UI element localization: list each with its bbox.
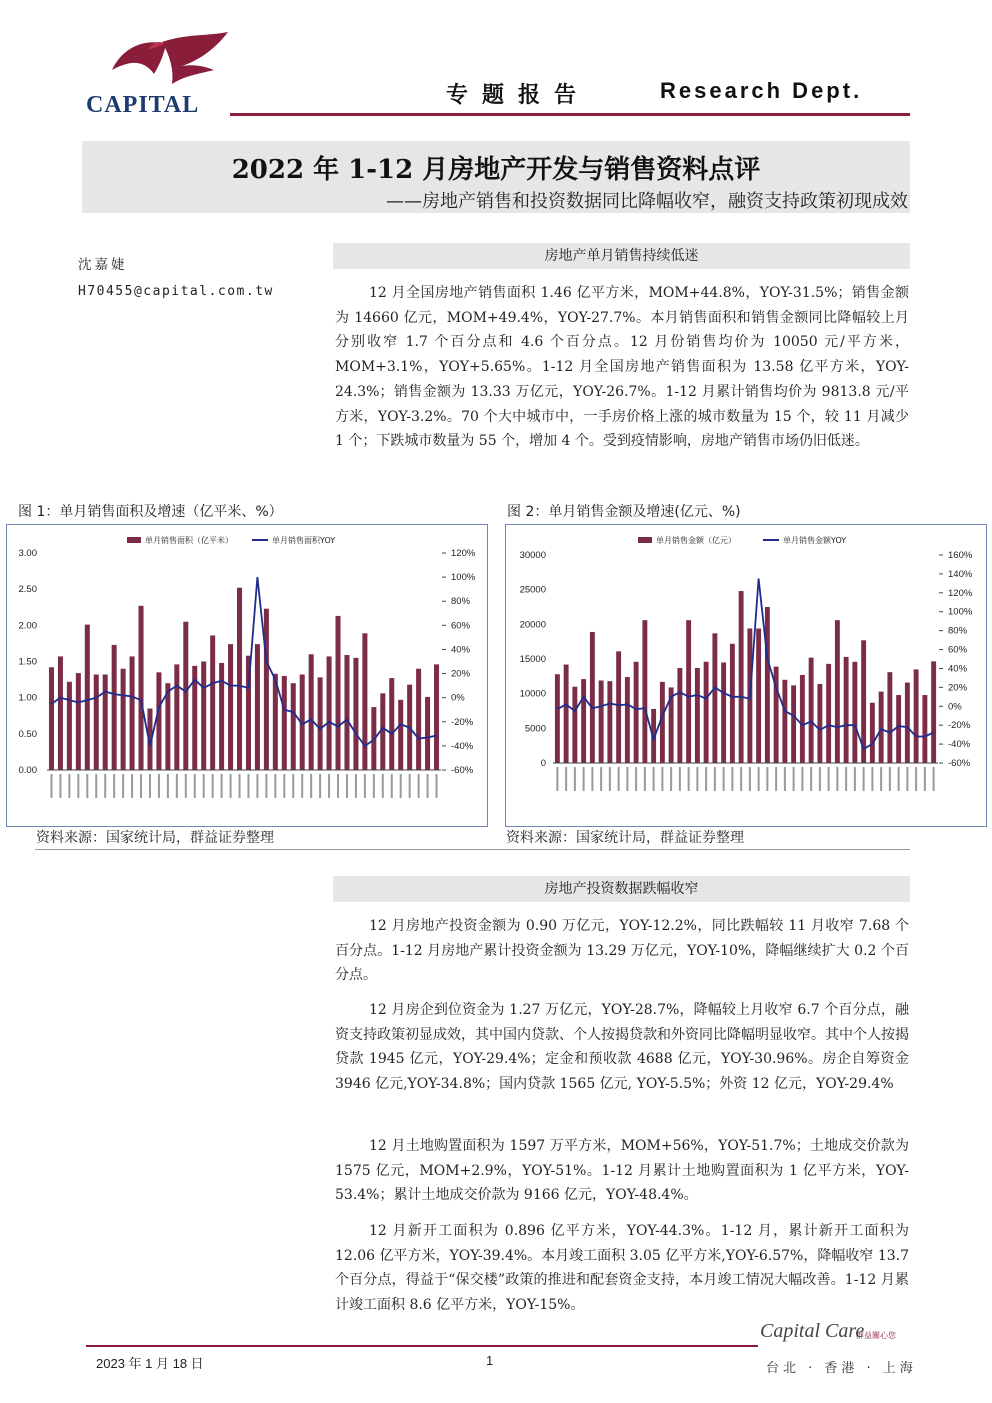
sales-bar <box>255 644 260 770</box>
y-left-tick-label: 5000 <box>524 723 546 735</box>
sales-bar <box>739 591 744 763</box>
y-right-tick-label: -20% <box>948 720 971 732</box>
footer-rule <box>86 1345 758 1347</box>
y-right-tick-label: 140% <box>948 568 973 580</box>
sales-bar <box>914 669 919 763</box>
yoy-line <box>52 577 437 746</box>
figure-2-caption: 图 2：单月销售金额及增速(亿元、%) <box>507 504 741 520</box>
y-right-tick-label: 100% <box>948 606 973 618</box>
sales-bar <box>85 625 90 770</box>
sales-bar <box>282 676 287 770</box>
y-right-tick-label: 40% <box>948 663 968 675</box>
sales-bar <box>416 669 421 770</box>
y-left-tick-label: 1.50 <box>18 656 37 668</box>
paragraph-funding: 12 月房企到位资金为 1.27 万亿元，YOY-28.7%，降幅较上月收窄 6.7 个百分点，融资支持政策初显成效，其中国内贷款、个人按揭贷款和外资同比降幅明显收窄。其中个人按揭贷款 1945 亿元，YOY-29.4%；定金和预收款 4688 亿元，YOY-30.96%。房企自筹资金 3946 亿元,YOY-34.8%；国内贷款 1565 亿元, YOY-5.5%；外资 12 亿元，YOY-29.4% <box>335 1002 909 1093</box>
y-right-tick-label: 60% <box>451 620 471 632</box>
y-right-tick-label: 100% <box>451 572 476 584</box>
document-title: 2022 年 1-12 月房地产开发与销售资料点评 <box>231 155 761 185</box>
header-rule <box>230 113 910 116</box>
figure-2-source: 资料来源：国家统计局，群益证券整理 <box>506 830 744 846</box>
y-right-tick-label: 120% <box>451 548 476 559</box>
y-left-tick-label: 0.00 <box>18 765 37 776</box>
y-right-tick-label: 20% <box>451 668 471 680</box>
paragraph-land: 12 月土地购置面积为 1597 万平方米，MOM+56%，YOY-51.7%；土地成交价款为 1575 亿元，MOM+2.9%，YOY-51%。1-12 月累计土地购置面积为 1 亿平方米，YOY-53.4%；累计土地成交价款为 9166 亿元，YOY-48.4%。 <box>335 1138 909 1204</box>
capital-care-tagline: 群益關心您 <box>856 1331 896 1340</box>
sales-bar <box>826 664 831 763</box>
sales-bar <box>642 620 647 763</box>
sales-bar <box>291 683 296 770</box>
yoy-line <box>557 579 933 749</box>
author-email[interactable]: H70455@capital.com.tw <box>78 284 274 299</box>
sales-bar <box>686 620 691 763</box>
sales-bar <box>228 644 233 770</box>
figure-1-chart <box>7 525 487 826</box>
y-right-tick-label: -40% <box>451 740 474 752</box>
sales-bar <box>130 656 135 770</box>
sales-bar <box>870 703 875 763</box>
y-left-tick-label: 2.00 <box>18 620 37 632</box>
sales-bar <box>139 606 144 770</box>
legend-label-line: 单月销售面积YOY <box>272 536 336 545</box>
figure-2-chart <box>506 525 986 826</box>
y-right-tick-label: 20% <box>948 682 968 694</box>
y-left-tick-label: 25000 <box>519 584 546 596</box>
sales-bar <box>336 616 341 770</box>
figure-2-chart-frame <box>505 524 987 827</box>
sales-bar <box>756 628 761 763</box>
sales-bar <box>616 651 621 763</box>
capital-care-logo: Capital Care <box>760 1320 865 1342</box>
y-right-tick-label: 60% <box>948 644 968 656</box>
y-right-tick-label: 0% <box>948 701 962 713</box>
sales-bar <box>590 632 595 763</box>
y-right-tick-label: -60% <box>948 758 971 769</box>
sales-bar <box>931 661 936 763</box>
section-heading-sales: 房地产单月销售持续低迷 <box>333 243 910 269</box>
figure-1-caption: 图 1：单月销售面积及增速（亿平米、%） <box>18 504 283 520</box>
sales-bar <box>844 657 849 763</box>
y-left-tick-label: 30000 <box>519 550 546 561</box>
legend-swatch-bar <box>127 537 141 543</box>
sales-bar <box>76 673 81 770</box>
sales-bar <box>237 588 242 770</box>
sales-bar <box>318 677 323 770</box>
sales-bar <box>879 692 884 763</box>
sales-bar <box>94 675 99 770</box>
sales-bar <box>327 656 332 770</box>
y-right-tick-label: 0% <box>451 692 465 704</box>
author-name: 沈嘉婕 <box>78 257 128 273</box>
sales-bar <box>695 668 700 763</box>
legend-label-line: 单月销售金额YOY <box>783 536 847 545</box>
sales-bar <box>564 665 569 763</box>
sales-bar <box>67 682 72 770</box>
y-left-tick-label: 1.00 <box>18 692 37 704</box>
sales-bar <box>555 674 560 763</box>
sales-bar <box>712 633 717 763</box>
sales-bar <box>782 680 787 763</box>
figure-1-source: 资料来源：国家统计局，群益证券整理 <box>36 830 274 846</box>
y-left-tick-label: 0.50 <box>18 728 37 740</box>
sales-bar <box>103 675 108 770</box>
sales-bar <box>905 683 910 763</box>
sales-bar <box>599 680 604 763</box>
sales-bar <box>156 672 161 770</box>
sales-bar <box>58 656 63 770</box>
report-type-title: 专题报告 <box>446 83 591 108</box>
sales-bar <box>835 620 840 763</box>
sales-bar <box>210 635 215 770</box>
sales-bar <box>625 677 630 763</box>
sales-bar <box>765 607 770 763</box>
sales-bar <box>887 672 892 763</box>
y-left-tick-label: 15000 <box>519 654 546 665</box>
sales-bar <box>389 678 394 770</box>
legend-label-bar: 单月销售面积（亿平米） <box>145 536 233 545</box>
paragraph-construction: 12 月新开工面积为 0.896 亿平方米，YOY-44.3%。1-12 月，累计新开工面积为 12.06 亿平方米，YOY-39.4%。本月竣工面积 3.05 亿平方米,YOY-6.57%，降幅收窄 13.7 个百分点，得益于“保交楼”政策的推进和配套资金支持，本月竣工情况大幅改善。1-12 月累计竣工面积 8.6 亿平方米，YOY-15%。 <box>335 1223 909 1314</box>
y-left-tick-label: 10000 <box>519 688 546 700</box>
sales-bar <box>398 700 403 770</box>
sales-bar <box>309 654 314 770</box>
figure-separator <box>35 849 910 850</box>
y-right-tick-label: 40% <box>451 644 471 656</box>
sales-bar <box>425 697 430 770</box>
y-left-tick-label: 0 <box>540 758 546 769</box>
sales-bar <box>219 663 224 770</box>
y-right-tick-label: 160% <box>948 550 973 561</box>
sales-bar <box>704 662 709 763</box>
y-left-tick-label: 3.00 <box>18 548 37 559</box>
logo-text: CAPITAL <box>86 92 200 118</box>
sales-bar <box>201 662 206 771</box>
footer-cities: 台北 · 香港 · 上海 <box>766 1361 917 1376</box>
sales-bar <box>344 655 349 770</box>
research-dept-label: Research Dept. <box>660 78 863 103</box>
paragraph-sales: 12 月全国房地产销售面积 1.46 亿平方米，MOM+44.8%，YOY-31.5%；销售金额为 14660 亿元，MOM+49.4%，YOY-27.7%。本月销售面积和销售金额同比降幅较上月分别收窄 1.7 个百分点和 4.6 个百分点。12 月份销售均价为 10050 元/平方米，MOM+3.1%，YOY+5.65%。1-12 月全国房地产销售面积为 13.58 亿平方米，YOY-24.3%；销售金额为 13.33 万亿元，YOY-26.7%。1-12 月累计销售均价为 9813.8 元/平方米，YOY-3.2%。70 个大中城市中，一手房价格上涨的城市数量为 15 个，较 11 月减少 1 个；下跌城市数量为 55 个，增加 4 个。受到疫情影响，房地产销售市场仍旧低迷。 <box>335 285 909 450</box>
legend-label-bar: 单月销售金额（亿元） <box>656 536 736 545</box>
footer-date: 2023 年 1 月 18 日 <box>96 1356 204 1371</box>
y-right-tick-label: 120% <box>948 587 973 599</box>
paragraph-investment: 12 月房地产投资金额为 0.90 万亿元，YOY-12.2%，同比跌幅较 11 月收窄 7.68 个百分点。1-12 月房地产累计投资金额为 13.29 万亿元，YOY-10%，降幅继续扩大 0.2 个百分点。 <box>335 918 909 984</box>
document-subtitle: ——房地产销售和投资数据同比降幅收窄，融资支持政策初现成效 <box>386 191 908 212</box>
sales-bar <box>362 633 367 770</box>
page-number: 1 <box>486 1353 494 1368</box>
sales-bar <box>791 685 796 763</box>
sales-bar <box>264 609 269 770</box>
sales-bar <box>800 675 805 763</box>
legend-swatch-bar <box>638 537 652 543</box>
sales-bar <box>581 679 586 763</box>
chart-legend <box>638 535 846 545</box>
sales-bar <box>112 645 117 770</box>
sales-bar <box>174 664 179 770</box>
sales-bar <box>817 684 822 763</box>
sales-bar <box>852 662 857 763</box>
figure-1-chart-frame <box>6 524 488 827</box>
y-right-tick-label: -40% <box>948 739 971 751</box>
section-heading-investment: 房地产投资数据跌幅收窄 <box>333 876 910 902</box>
sales-bar <box>634 662 639 763</box>
sales-bar <box>922 695 927 763</box>
sales-bar <box>572 687 577 763</box>
sales-bar <box>121 669 126 770</box>
y-right-tick-label: 80% <box>451 596 471 608</box>
sales-bar <box>434 664 439 770</box>
y-left-tick-label: 20000 <box>519 619 546 631</box>
sales-bar <box>607 681 612 763</box>
sales-bar <box>730 644 735 763</box>
sales-bar <box>809 658 814 763</box>
sales-bar <box>896 695 901 763</box>
sales-bar <box>353 658 358 770</box>
y-right-tick-label: -20% <box>451 716 474 728</box>
y-right-tick-label: 80% <box>948 625 968 637</box>
sales-bar <box>721 662 726 763</box>
capital-logo-icon <box>104 30 234 92</box>
sales-bar <box>677 668 682 763</box>
sales-bar <box>183 622 188 770</box>
sales-bar <box>49 667 54 770</box>
y-left-tick-label: 2.50 <box>18 584 37 596</box>
chart-legend <box>127 535 335 545</box>
y-right-tick-label: -60% <box>451 765 474 776</box>
